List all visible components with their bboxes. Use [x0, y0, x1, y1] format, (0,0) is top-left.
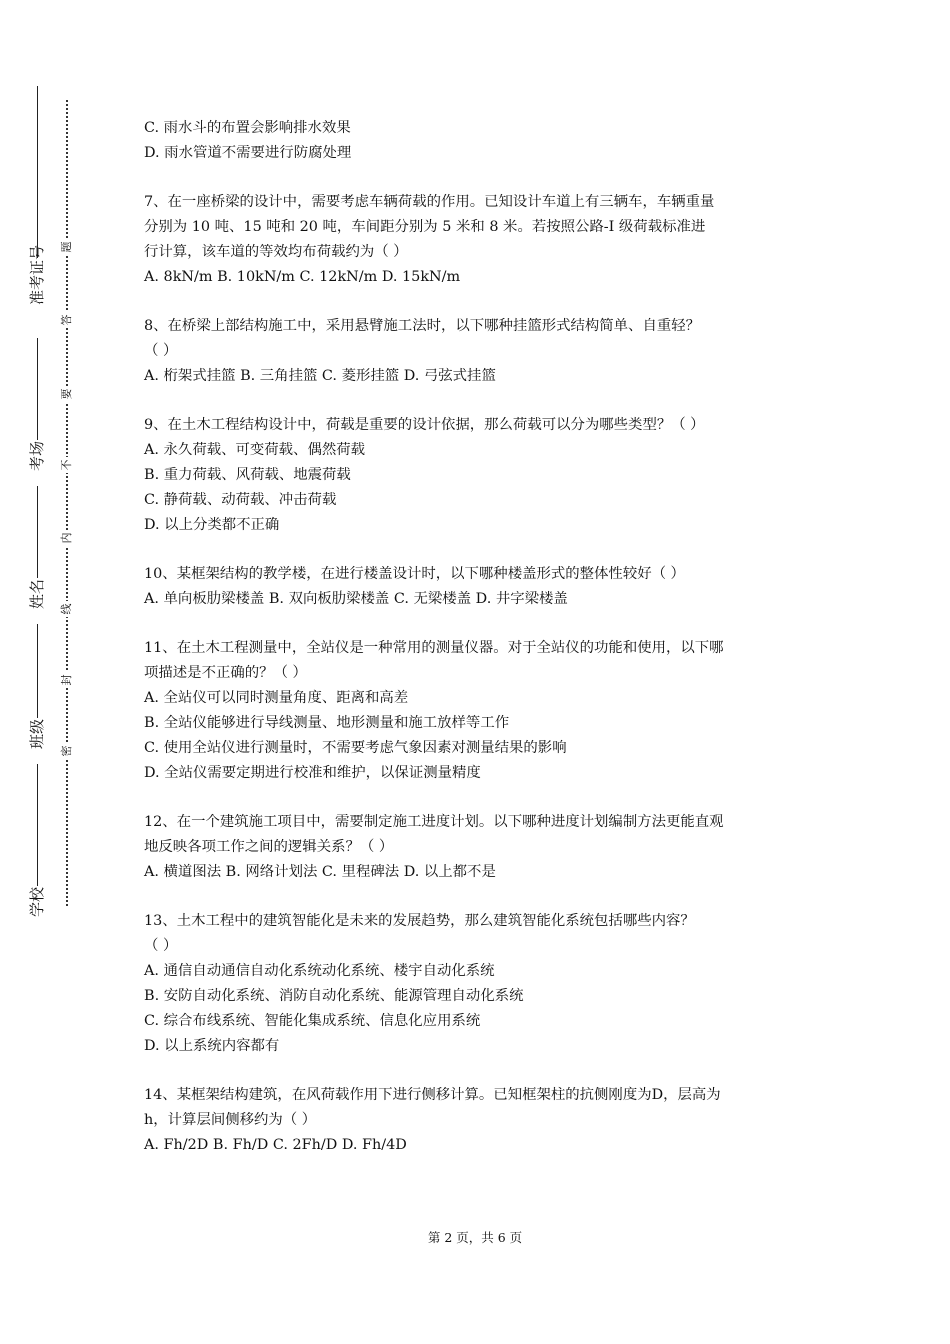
seal-char: 答 — [58, 312, 76, 328]
option-line: D. 以上分类都不正确 — [144, 517, 280, 533]
option-line: A. 8kN/m B. 10kN/m C. 12kN/m D. 15kN/m — [144, 269, 461, 285]
question-line: 9、在土木工程结构设计中，荷载是重要的设计依据，那么荷载可以分为哪些类型？（ ） — [144, 417, 705, 433]
question-line: （ ） — [144, 343, 178, 359]
question-line: 地反映各项工作之间的逻辑关系？（ ） — [144, 839, 394, 855]
question-line: 14、某框架结构建筑，在风荷载作用下进行侧移计算。已知框架柱的抗侧刚度为D，层高为 — [144, 1087, 721, 1103]
question-line: 12、在一个建筑施工项目中，需要制定施工进度计划。以下哪种进度计划编制方法更能直观 — [144, 814, 724, 830]
option-line: D. 雨水管道不需要进行防腐处理 — [144, 145, 352, 161]
seal-char: 线 — [58, 601, 76, 617]
paragraph-gap — [144, 290, 810, 314]
question-line: 8、在桥梁上部结构施工中，采用悬臂施工法时，以下哪种挂篮形式结构简单、自重轻？ — [144, 318, 701, 334]
option-line: B. 全站仪能够进行导线测量、地形测量和施工放样等工作 — [144, 715, 510, 731]
seal-char: 题 — [58, 239, 76, 255]
seal-char: 内 — [58, 530, 76, 546]
exam-content — [144, 116, 810, 1158]
paragraph-gap — [144, 612, 810, 636]
question-line: h，计算层间侧移约为（ ） — [144, 1112, 317, 1128]
option-line: A. 桁架式挂篮 B. 三角挂篮 C. 菱形挂篮 D. 弓弦式挂篮 — [144, 368, 496, 384]
question-line: 7、在一座桥梁的设计中，需要考虑车辆荷载的作用。已知设计车道上有三辆车，车辆重量 — [144, 194, 715, 210]
binding-dotted-line — [66, 100, 68, 906]
paragraph-gap — [144, 389, 810, 413]
option-line: B. 安防自动化系统、消防自动化系统、能源管理自动化系统 — [144, 988, 524, 1004]
option-line: A. 横道图法 B. 网络计划法 C. 里程碑法 D. 以上都不是 — [144, 864, 496, 880]
seal-char: 不 — [58, 457, 76, 473]
field-exam-id: 准考证号 — [22, 258, 52, 338]
field-name: 姓名 — [22, 578, 52, 624]
paragraph-gap — [144, 786, 810, 810]
option-line: B. 重力荷载、风荷载、地震荷载 — [144, 467, 351, 483]
binding-margin — [0, 0, 100, 1344]
option-line: D. 以上系统内容都有 — [144, 1038, 280, 1054]
question-line: 分别为 10 吨、15 吨和 20 吨，车间距分别为 5 米和 8 米。若按照公路-I 级荷载标准进 — [144, 219, 706, 235]
field-class: 班级 — [22, 718, 52, 764]
field-exam-room: 考场 — [22, 440, 52, 486]
option-line: A. Fh/2D B. Fh/D C. 2Fh/D D. Fh/4D — [144, 1137, 407, 1153]
binding-solid-line — [37, 86, 38, 926]
question-line: （ ） — [144, 938, 178, 954]
option-line: A. 通信自动通信自动化系统动化系统、楼宇自动化系统 — [144, 963, 495, 979]
paragraph-gap — [144, 166, 810, 190]
option-line: C. 雨水斗的布置会影响排水效果 — [144, 120, 351, 136]
question-line: 行计算，该车道的等效均布荷载约为（ ） — [144, 244, 408, 260]
question-line: 10、某框架结构的教学楼，在进行楼盖设计时，以下哪种楼盖形式的整体性较好（ ） — [144, 566, 685, 582]
option-line: A. 单向板肋梁楼盖 B. 双向板肋梁楼盖 C. 无梁楼盖 D. 井字梁楼盖 — [144, 591, 568, 607]
option-line: C. 综合布线系统、智能化集成系统、信息化应用系统 — [144, 1013, 481, 1029]
question-line: 项描述是不正确的？（ ） — [144, 665, 307, 681]
page-footer: 第 2 页，共 6 页 — [427, 1230, 523, 1245]
option-line: C. 使用全站仪进行测量时，不需要考虑气象因素对测量结果的影响 — [144, 740, 567, 756]
field-school: 学校 — [22, 886, 52, 932]
paragraph-gap — [144, 885, 810, 909]
option-line: D. 全站仪需要定期进行校准和维护，以保证测量精度 — [144, 765, 481, 781]
question-line: 13、土木工程中的建筑智能化是未来的发展趋势，那么建筑智能化系统包括哪些内容？ — [144, 913, 695, 929]
paragraph-gap — [144, 1059, 810, 1083]
paragraph-gap — [144, 538, 810, 562]
option-line: C. 静荷载、动荷载、冲击荷载 — [144, 492, 337, 508]
option-line: A. 永久荷载、可变荷载、偶然荷载 — [144, 442, 366, 458]
seal-char: 要 — [58, 386, 76, 402]
seal-char: 密 — [58, 743, 76, 759]
option-line: A. 全站仪可以同时测量角度、距离和高差 — [144, 690, 409, 706]
question-line: 11、在土木工程测量中，全站仪是一种常用的测量仪器。对于全站仪的功能和使用，以下哪 — [144, 640, 724, 656]
seal-char: 封 — [58, 672, 76, 688]
